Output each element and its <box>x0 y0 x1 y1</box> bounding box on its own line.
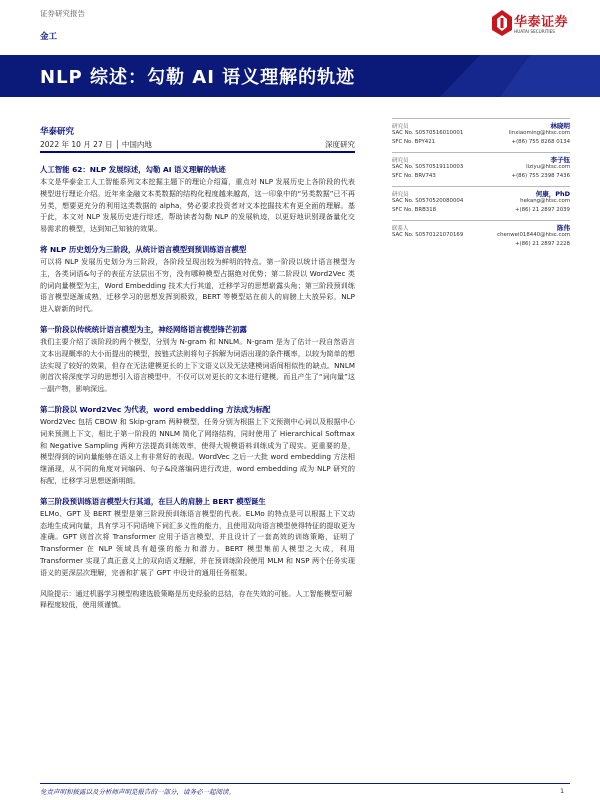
analyst-name: 李子钰 <box>550 156 570 164</box>
block-text: Word2Vec 包括 CBOW 和 Skip-gram 两种模型，任务分别为根据上下文预测中心词以及根据中心词来预测上下文，相比于第一阶段的 NNLM 简化了网络结构，同时使用了 Hierarchical Softmax 和 Negative Sampling 两种方法提高训练效率，使得大规模语料训练成为了现实。更重要的是，模型得到的词向量能够在语义上有非常好的表现。WordVec 之后一大批 word embedding 方法相继涌现，从不同的角度对词编码、句子&段落编码进行改进，word embedding 成为 NLP 研究的标配，迁移学习思想逐渐明朗。 <box>40 416 355 485</box>
summary-block <box>40 404 355 487</box>
report-title: NLP 综述：勾勒 AI 语义理解的轨迹 <box>40 67 356 88</box>
dateline <box>40 139 355 150</box>
analyst-phone: +(86) 755 8268 0134 <box>511 139 570 145</box>
analyst-card <box>392 186 570 220</box>
block-heading: 第一阶段以传统统计语言模型为主，神经网络语言模型锋芒初露 <box>40 324 247 334</box>
analyst-phone: +(86) 21 2897 2039 <box>514 207 570 213</box>
analyst-sac: SAC No. S0570516010001 <box>392 130 464 136</box>
analyst-role: 研究员 <box>392 124 409 130</box>
header-divider <box>40 151 355 153</box>
logo-mark-icon <box>492 10 512 36</box>
risk-disclosure: 风险提示：通过机器学习模型构建选股策略是历史经验的总结，存在失效的可能。人工智能模型可解释程度较低，使用须谨慎。 <box>40 588 353 610</box>
report-date: 2022 年 10 月 27 日 <box>40 140 113 149</box>
report-category: 深度研究 <box>325 140 355 149</box>
report-type-label: 证券研究报告 <box>40 9 85 18</box>
analyst-email[interactable]: hekang@htsc.com <box>520 198 570 204</box>
block-heading: 第三阶段预训练语言模型大行其道，在巨人的肩膀上 BERT 模型诞生 <box>40 496 266 506</box>
analyst-phone: +(86) 755 2398 7436 <box>511 173 570 179</box>
company-logo <box>492 10 567 40</box>
analyst-role: 研究员 <box>392 192 409 198</box>
analyst-email[interactable]: liziyu@htsc.com <box>526 164 570 170</box>
analyst-sac: SAC No. S0570520080004 <box>392 198 464 204</box>
analyst-sfc: SFC No. BPY421 <box>392 139 436 145</box>
analyst-card <box>392 118 570 152</box>
footer-disclaimer: 免责声明和披露以及分析师声明是报告的一部分，请务必一起阅读。 <box>40 788 235 796</box>
title-banner <box>0 55 600 97</box>
analyst-card <box>392 152 570 186</box>
analyst-sfc: SFC No. BRV743 <box>392 173 436 179</box>
section-label: 金工 <box>40 32 58 42</box>
block-heading: 人工智能 62：NLP 发展综述，勾勒 AI 语义理解的轨迹 <box>40 165 226 174</box>
summary-block <box>40 496 355 579</box>
analyst-name: 陈伟 <box>557 224 570 232</box>
analyst-email[interactable]: chenwei018440@htsc.com <box>497 232 570 238</box>
block-text: 我们主要介绍了该阶段的两个模型，分别为 N-gram 和 NNLM。N-gram 是为了估计一段自然语言文本出现概率的大小而提出的模型，按链式法则将句子拆解为词语出现的条件概率，以较为简单的想法实现了较好的效果，但存在无法建模更长的上下文语义以及无法建模词语间相似性的缺点。NNLM 则首次将深度学习的思想引入语言模型中，不仅可以对更长的文本进行建模，而且产生了“词向量”这一副产物，影响深远。 <box>40 336 355 394</box>
block-heading: 将 NLP 历史划分为三阶段，从统计语言模型到预训练语言模型 <box>40 244 247 254</box>
summary-block <box>40 164 355 235</box>
block-text: 可以将 NLP 发展历史划分为三阶段，各阶段呈现出较为鲜明的特点。第一阶段以统计语言模型为主，各类词语&句子的表征方法层出不穷，没有哪种模型占据绝对优势；第二阶段以 Word2Vec 类的词向量模型为主，Word Embedding 技术大行其道，迁移学习的思想崭露头角；第三阶段预训练语言模型逐渐成熟，迁移学习的思想发挥到极致，BERT 等模型站在前人的肩膀上大放异彩，NLP 进入崭新的时代。 <box>40 256 355 314</box>
page-number: 1 <box>560 787 565 795</box>
analyst-phone: +(86) 21 2897 2228 <box>514 241 570 247</box>
analyst-name: 何康，PhD <box>535 190 570 198</box>
analyst-sidebar <box>392 118 570 254</box>
analyst-role: 联系人 <box>392 226 409 232</box>
block-text: ELMo、GPT 及 BERT 模型是第三阶段预训练语言模型的代表。ELMo 的特点是可以根据上下文动态地生成词向量，具有学习不同语境下词汇多义性的能力，且使用双向语言模型使得特征的提取更为准确。GPT 则首次将 Transformer 应用于语言模型，并且设计了一套高效的训练策略，证明了 Transformer 在 NLP 领域具有超强的能力和潜力。BERT 模型集前人模型之大成，利用 Transformer 实现了真正意义上的双向语义理解，并在预训练阶段使用 MLM 和 NSP 两个任务实现语义的更深层次理解，完善和扩展了 GPT 中设计的通用任务框架。 <box>40 508 355 577</box>
banner-decoration <box>420 55 600 97</box>
analyst-card <box>392 220 570 254</box>
block-text: 本文是华泰金工人工智能系列文本挖掘主题下的理论介绍篇，重点对 NLP 发展历史上各阶段的代表模型进行理论介绍。近年来金融文本类数据的结构化程度越来越高，这一印象中的“另类数据”已不再另类，想要更充分的利用这类数据的 alpha，势必要求投资者对文本挖掘技术有更全面的理解。基于此，本文对 NLP 发展历史进行综述，帮助读者勾勒 NLP 的发展轨迹，以更好地识别现备量化交易需求的模型，达到知己知彼的效果。 <box>40 177 355 234</box>
analyst-name: 林晓明 <box>550 122 570 130</box>
analyst-sac: SAC No. S0570519110003 <box>392 164 464 170</box>
dateline-separator: │ <box>115 140 122 149</box>
block-heading: 第二阶段以 Word2Vec 为代表，word embedding 方法成为标配 <box>40 404 271 414</box>
analyst-role: 研究员 <box>392 158 409 164</box>
analyst-email[interactable]: linxiaoming@htsc.com <box>508 130 570 136</box>
footer-divider <box>40 783 570 784</box>
logo-subtext: HUATAI SECURITIES <box>514 29 555 34</box>
organization-name: 华泰研究 <box>40 127 75 137</box>
logo-text: 华泰证券 <box>514 15 569 30</box>
analyst-sfc: SFC No. BRB318 <box>392 207 437 213</box>
report-region: 中国内地 <box>121 140 152 149</box>
analyst-sac: SAC No. S0570121070169 <box>392 232 464 238</box>
main-content <box>40 164 355 611</box>
summary-block <box>40 244 355 315</box>
summary-block <box>40 324 355 395</box>
